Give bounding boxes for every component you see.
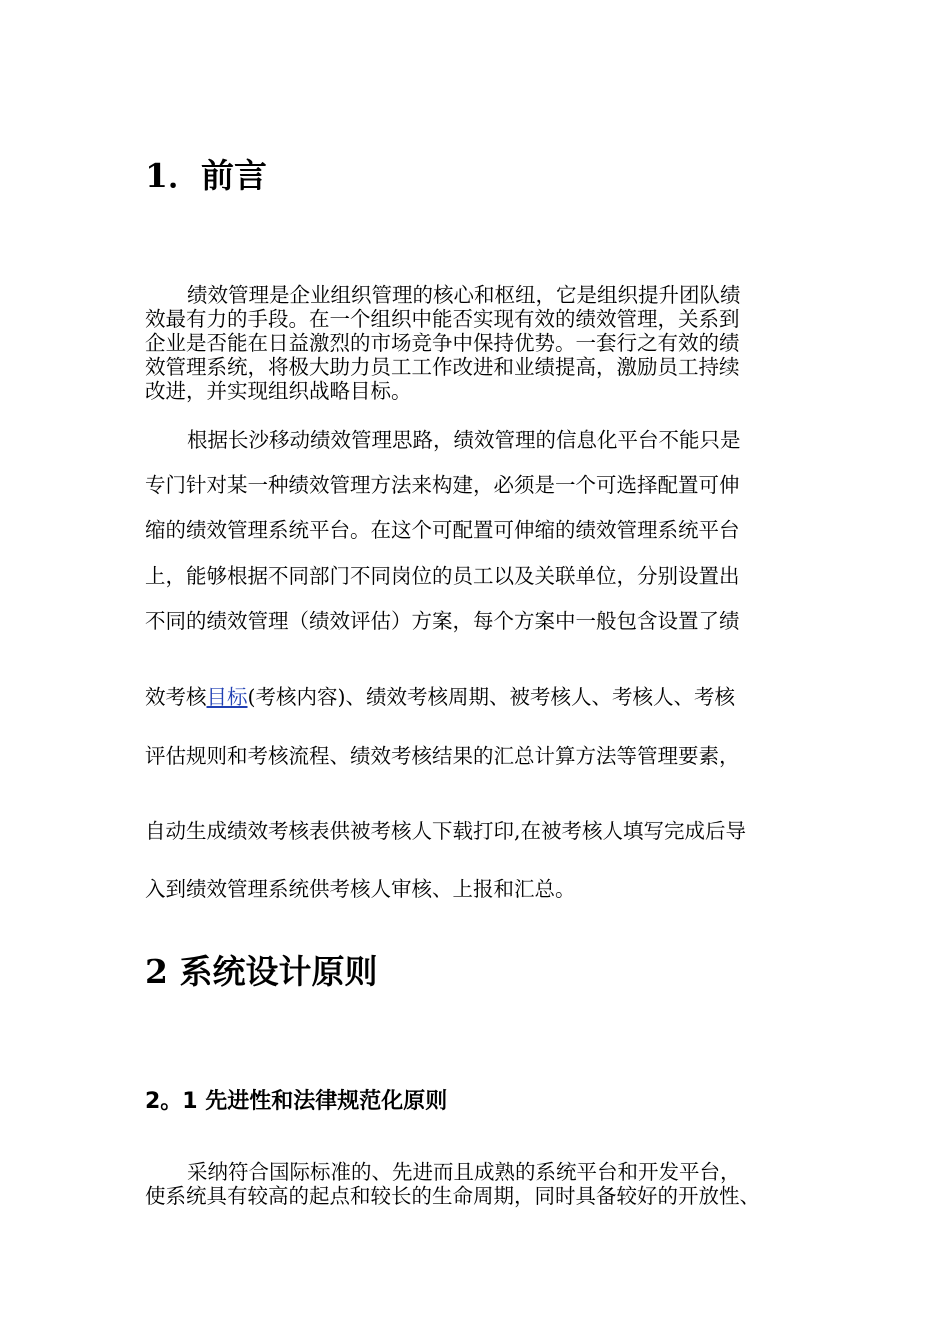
text-line: 专门针对某一种绩效管理方法来构建，必须是一个可选择配置可伸 (145, 473, 740, 497)
text-line: 根据长沙移动绩效管理思路，绩效管理的信息化平台不能只是 (187, 428, 741, 452)
text-line: 评估规则和考核流程、绩效考核结果的汇总计算方法等管理要素， (145, 744, 740, 768)
text-line (145, 685, 735, 709)
paragraph-platform-line-5 (145, 608, 817, 634)
paragraph-intro (145, 283, 817, 403)
text-segment: (考核内容)、绩效考核周期、被考核人、考核人、考核 (247, 685, 735, 709)
text-line: 效最有力的手段。在一个组织中能否实现有效的绩效管理，关系到 (145, 307, 740, 331)
text-line: 效管理系统，将极大助力员工工作改进和业绩提高，激励员工持续 (145, 355, 740, 379)
text-line: 企业是否能在日益激烈的市场竞争中保持优势。一套行之有效的绩 (145, 331, 740, 355)
text-segment: 效考核 (145, 685, 207, 709)
paragraph-elements-line-2 (145, 743, 817, 769)
text-line: 不同的绩效管理（绩效评估）方案，每个方案中一般包含设置了绩 (145, 609, 740, 633)
paragraph-platform-line-2 (145, 472, 817, 498)
text-line: 自动生成绩效考核表供被考核人下载打印,在被考核人填写完成后导 (145, 819, 747, 843)
target-link[interactable]: 目标 (206, 685, 248, 709)
paragraph-elements-line-3 (145, 818, 817, 844)
text-line: 入到绩效管理系统供考核人审核、上报和汇总。 (145, 877, 576, 901)
paragraph-principle-1 (145, 1160, 817, 1208)
paragraph-platform-line-1 (145, 427, 817, 453)
paragraph-elements-line-1 (145, 684, 817, 710)
section-heading-preface: 1．前言 (145, 156, 267, 195)
paragraph-platform-line-3 (145, 517, 817, 543)
text-line: 缩的绩效管理系统平台。在这个可配置可伸缩的绩效管理系统平台 (145, 518, 740, 542)
text-line: 上，能够根据不同部门不同岗位的员工以及关联单位，分别设置出 (145, 564, 740, 588)
text-line: 改进，并实现组织战略目标。 (145, 379, 412, 403)
text-line: 使系统具有较高的起点和较长的生命周期，同时具备较好的开放性、 (145, 1184, 760, 1208)
paragraph-elements-line-4 (145, 876, 817, 902)
section-heading-design-principles: 2 系统设计原则 (145, 952, 378, 991)
subsection-heading-principle-1: 2。1 先进性和法律规范化原则 (145, 1089, 448, 1114)
text-line: 采纳符合国际标准的、先进而且成熟的系统平台和开发平台， (187, 1160, 741, 1184)
text-line: 绩效管理是企业组织管理的核心和枢纽，它是组织提升团队绩 (187, 283, 741, 307)
paragraph-platform-line-4 (145, 563, 817, 589)
